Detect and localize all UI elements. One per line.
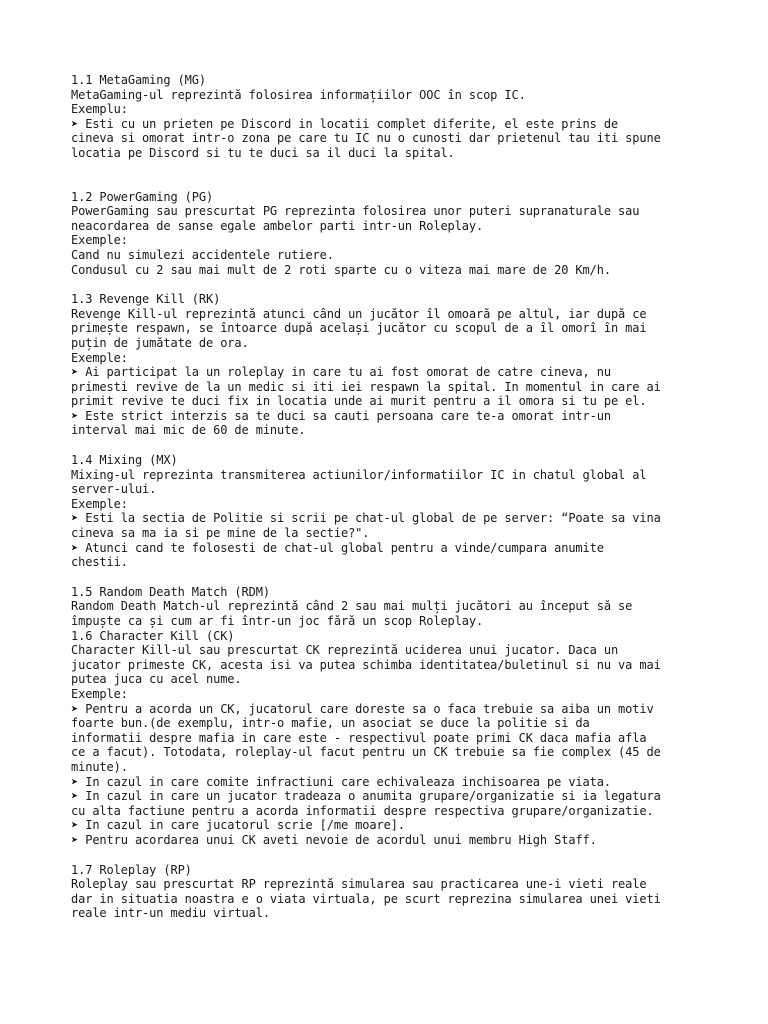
- paragraph-line: puțin de jumătate de ora.: [71, 335, 249, 350]
- section-heading: 1.1 MetaGaming (MG): [71, 73, 206, 87]
- spacer: [71, 570, 710, 585]
- paragraph-line: PowerGaming sau prescurtat PG reprezinta folosirea unor puteri supranaturale sau: [71, 204, 640, 219]
- paragraph-line: Condusul cu 2 sau mai mult de 2 roti sparte cu o viteza mai mare de 20 Km/h.: [71, 262, 611, 277]
- paragraph-line: interval mai mic de 60 de minute.: [71, 423, 306, 438]
- paragraph-line: ➤ Pentru a acorda un CK, jucatorul care doreste sa o faca trebuie sa aiba un motiv: [71, 701, 654, 716]
- paragraph-line: primesti revive de la un medic si iti iei respawn la spital. In momentul in care ai: [71, 379, 661, 394]
- section-heading: 1.6 Character Kill (CK): [71, 628, 235, 643]
- paragraph-line: dar in situatia noastra e o viata virtuala, pe scurt reprezina simularea unei vieti: [71, 891, 661, 906]
- paragraph-line: ➤ Pentru acordarea unui CK aveti nevoie de acordul unui membru High Staff.: [71, 832, 597, 847]
- paragraph-line: cineva si omorat intr-o zona pe care tu IC nu o cunosti dar prietenul tau iti spune: [71, 131, 661, 146]
- spacer: [71, 438, 710, 453]
- paragraph-line: Roleplay sau prescurtat RP reprezintă simularea sau practicarea une-i vieti reale: [71, 877, 647, 892]
- section-random-death-match: [71, 585, 710, 629]
- section-powergaming: [71, 190, 710, 278]
- paragraph-line: ➤ Atunci cand te folosesti de chat-ul global pentru a vinde/cumpara anumite: [71, 540, 604, 555]
- paragraph-line: ➤ Esti cu un prieten pe Discord in locatii complet diferite, el este prins de: [71, 116, 619, 131]
- section-heading: 1.4 Mixing (MX): [71, 453, 178, 468]
- paragraph-line: putea juca cu acel nume.: [71, 672, 242, 687]
- paragraph-line: Mixing-ul reprezinta transmiterea actiunilor/informatiilor IC in chatul global al: [71, 467, 647, 482]
- example-label: Exemple:: [71, 350, 128, 365]
- paragraph-line: minute).: [71, 759, 128, 774]
- paragraph-line: primește respawn, se întoarce după același jucător cu scopul de a îl omorî în mai: [71, 321, 647, 336]
- section-heading: 1.5 Random Death Match (RDM): [71, 584, 270, 599]
- paragraph-line: locatia pe Discord si tu te duci sa il duci la spital.: [71, 145, 455, 160]
- section-mixing: [71, 453, 710, 570]
- paragraph-line: împuște ca și cum ar fi într-un joc fără un scop Roleplay.: [71, 614, 484, 628]
- paragraph-line: ➤ In cazul in care un jucator tradeaza o anumita grupare/organizatie si ia legatura: [71, 789, 661, 804]
- paragraph-line: jucator primeste CK, acesta isi va putea schimba identitatea/buletinul si nu va mai: [71, 657, 661, 672]
- paragraph-line: informatii despre mafia in care este - respectivul poate primi CK daca mafia afla: [71, 730, 647, 745]
- paragraph-line: foarte bun.(de exemplu, intr-o mafie, un asociat se duce la politie si da: [71, 716, 590, 731]
- paragraph-line: Random Death Match-ul reprezintă când 2 sau mai mulți jucători au început să se: [71, 599, 633, 614]
- paragraph-line: Cand nu simulezi accidentele rutiere.: [71, 247, 334, 262]
- example-label: Exemple:: [71, 496, 128, 511]
- spacer: [71, 161, 710, 190]
- section-heading: 1.3 Revenge Kill (RK): [71, 292, 221, 307]
- paragraph-line: ➤ Esti la sectia de Politie si scrii pe chat-ul global de pe server: “Poate sa vina: [71, 511, 661, 526]
- paragraph-line: ➤ Ai participat la un roleplay in care tu ai fost omorat de catre cineva, nu: [71, 365, 611, 380]
- paragraph-line: primit revive te duci fix in locatia unde ai murit pentru a il omora si tu pe el.: [71, 394, 647, 409]
- paragraph-line: cu alta factiune pentru a acorda informatii despre respectiva grupare/organizatie.: [71, 803, 654, 818]
- section-roleplay: [71, 863, 710, 921]
- section-revenge-kill: [71, 292, 710, 438]
- paragraph-line: ce a facut). Totodata, roleplay-ul facut pentru un CK trebuie sa fie complex (45 de: [71, 745, 661, 760]
- example-label: Exemplu:: [71, 102, 128, 117]
- paragraph-line: Revenge Kill-ul reprezintă atunci când un jucător îl omoară pe altul, iar după ce: [71, 306, 647, 321]
- example-label: Exemple:: [71, 233, 128, 248]
- paragraph-line: Character Kill-ul sau prescurtat CK reprezintă uciderea unui jucator. Daca un: [71, 643, 619, 658]
- paragraph-line: chestii.: [71, 555, 128, 570]
- example-label: Exemple:: [71, 686, 128, 701]
- section-metagaming: [71, 73, 710, 161]
- section-heading: 1.2 PowerGaming (PG): [71, 189, 214, 204]
- paragraph-line: ➤ In cazul in care jucatorul scrie [/me moare].: [71, 818, 405, 833]
- paragraph-line: reale intr-un mediu virtual.: [71, 906, 270, 921]
- paragraph-line: ➤ Este strict interzis sa te duci sa cauti persoana care te-a omorat intr-un: [71, 408, 611, 423]
- paragraph-line: ➤ In cazul in care comite infractiuni care echivaleaza inchisoarea pe viata.: [71, 774, 611, 789]
- paragraph-line: cineva sa ma ia si pe mine de la sectie?".: [71, 526, 370, 541]
- paragraph-line: neacordarea de sanse egale ambelor parti intr-un Roleplay.: [71, 218, 484, 233]
- spacer: [71, 848, 710, 863]
- section-character-kill: [71, 629, 710, 848]
- section-heading: 1.7 Roleplay (RP): [71, 862, 192, 877]
- spacer: [71, 277, 710, 292]
- paragraph-line: MetaGaming-ul reprezintă folosirea informațiilor OOC în scop IC.: [71, 87, 526, 102]
- paragraph-line: server-ului.: [71, 482, 157, 497]
